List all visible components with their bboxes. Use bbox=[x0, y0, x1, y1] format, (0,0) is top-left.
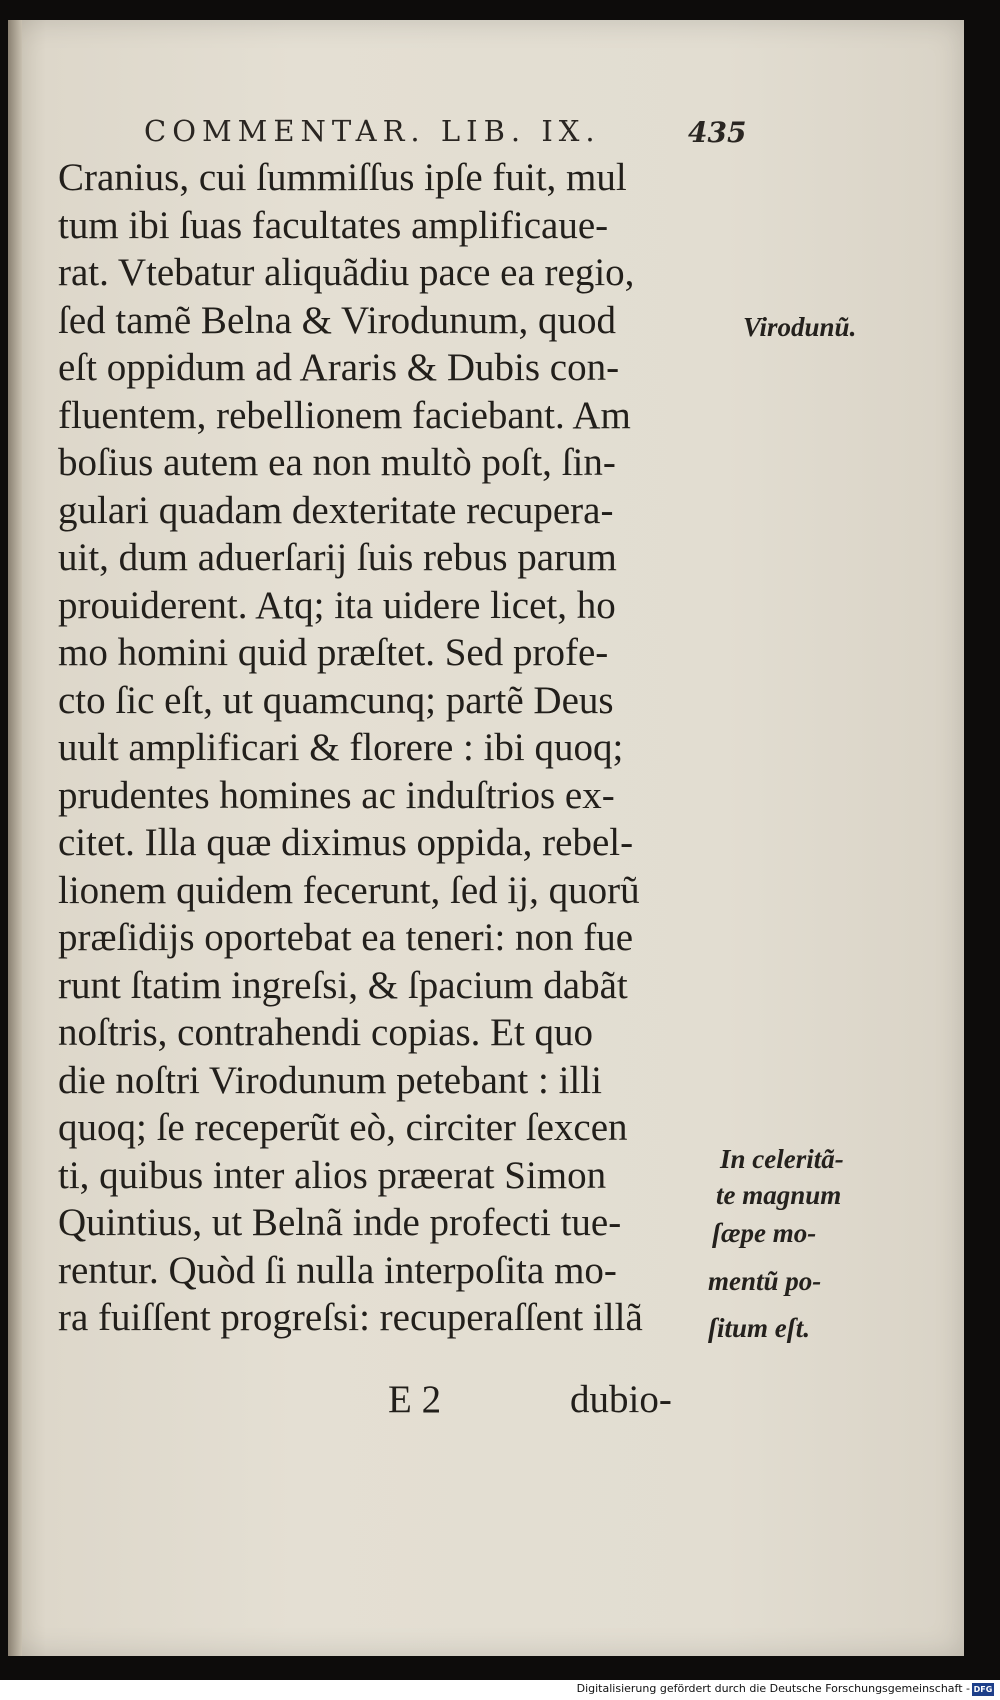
text-line: runt ſtatim ingreſsi, & ſpacium dabãt bbox=[58, 963, 628, 1007]
text-line: noſtris, contrahendi copias. Et quo bbox=[58, 1011, 594, 1054]
text-line: ſed tamẽ Belna & Virodunum, quod bbox=[58, 298, 617, 342]
text-line: die noſtri Virodunum petebant : illi bbox=[58, 1058, 602, 1102]
digitization-credit: Digitalisierung gefördert durch die Deutsche Forschungsgemeinschaft - bbox=[576, 1682, 970, 1695]
folio-number: 435 bbox=[688, 116, 747, 149]
text-line: ra fuiſſent progreſsi: recuperaſſent illã bbox=[58, 1296, 643, 1339]
book-page bbox=[8, 20, 964, 1656]
text-line: Cranius, cui ſummiſſus ipſe fuit, mul bbox=[58, 156, 627, 199]
marginal-note-line: mentũ po- bbox=[708, 1266, 822, 1296]
text-line: lionem quidem fecerunt, ſed ij, quorũ bbox=[58, 868, 640, 912]
signature-mark: E 2 bbox=[388, 1378, 442, 1421]
text-line: fluentem, rebellionem faciebant. Am bbox=[58, 393, 631, 437]
catchword: dubio- bbox=[570, 1378, 672, 1421]
dfg-logo: DFG bbox=[973, 1685, 993, 1694]
text-line: uult amplificari & florere : ibi quoq; bbox=[58, 726, 624, 769]
page-gutter bbox=[8, 20, 22, 1656]
main-text-block bbox=[58, 154, 738, 1342]
text-line: rentur. Quòd ſi nulla interpoſita mo- bbox=[58, 1248, 617, 1292]
marginal-note-line: te magnum bbox=[716, 1180, 842, 1210]
text-line: eſt oppidum ad Araris & Dubis con- bbox=[58, 346, 620, 389]
running-title: COMMENTAR. LIB. IX. bbox=[144, 114, 601, 148]
marginal-note-line: ſitum eſt. bbox=[708, 1313, 810, 1343]
text-line: præſidijs oportebat ea teneri: non fue bbox=[58, 916, 634, 959]
marginal-note-virodunum: Virodunũ. bbox=[743, 312, 857, 342]
text-line: citet. Illa quæ diximus oppida, rebel- bbox=[58, 821, 634, 864]
text-line: tum ibi ſuas facultates amplificaue- bbox=[58, 203, 609, 247]
text-line: prouiderent. Atq; ita uidere licet, ho bbox=[58, 583, 616, 627]
text-line: Quintius, ut Belnã inde profecti tue- bbox=[58, 1201, 622, 1244]
text-line: quoq; ſe receperũt eò, circiter ſexcen bbox=[58, 1106, 628, 1149]
text-line: mo homini quid præſtet. Sed profe- bbox=[58, 631, 609, 674]
text-line: boſius autem ea non multò poſt, ſin- bbox=[58, 441, 616, 484]
text-line: prudentes homines ac induſtrios ex- bbox=[58, 773, 615, 817]
text-line: uit, dum aduerſarij ſuis rebus parum bbox=[58, 536, 617, 579]
text-line: ti, quibus inter alios præerat Simon bbox=[58, 1153, 607, 1197]
text-line: rat. Vtebatur aliquãdiu pace ea regio, bbox=[58, 251, 635, 294]
text-line: gulari quadam dexteritate recupera- bbox=[58, 488, 614, 532]
marginal-note-line: In celeritã- bbox=[720, 1144, 844, 1174]
marginal-note-line: ſæpe mo- bbox=[712, 1218, 817, 1248]
text-line: cto ſic eſt, ut quamcunq; partẽ Deus bbox=[58, 678, 614, 722]
